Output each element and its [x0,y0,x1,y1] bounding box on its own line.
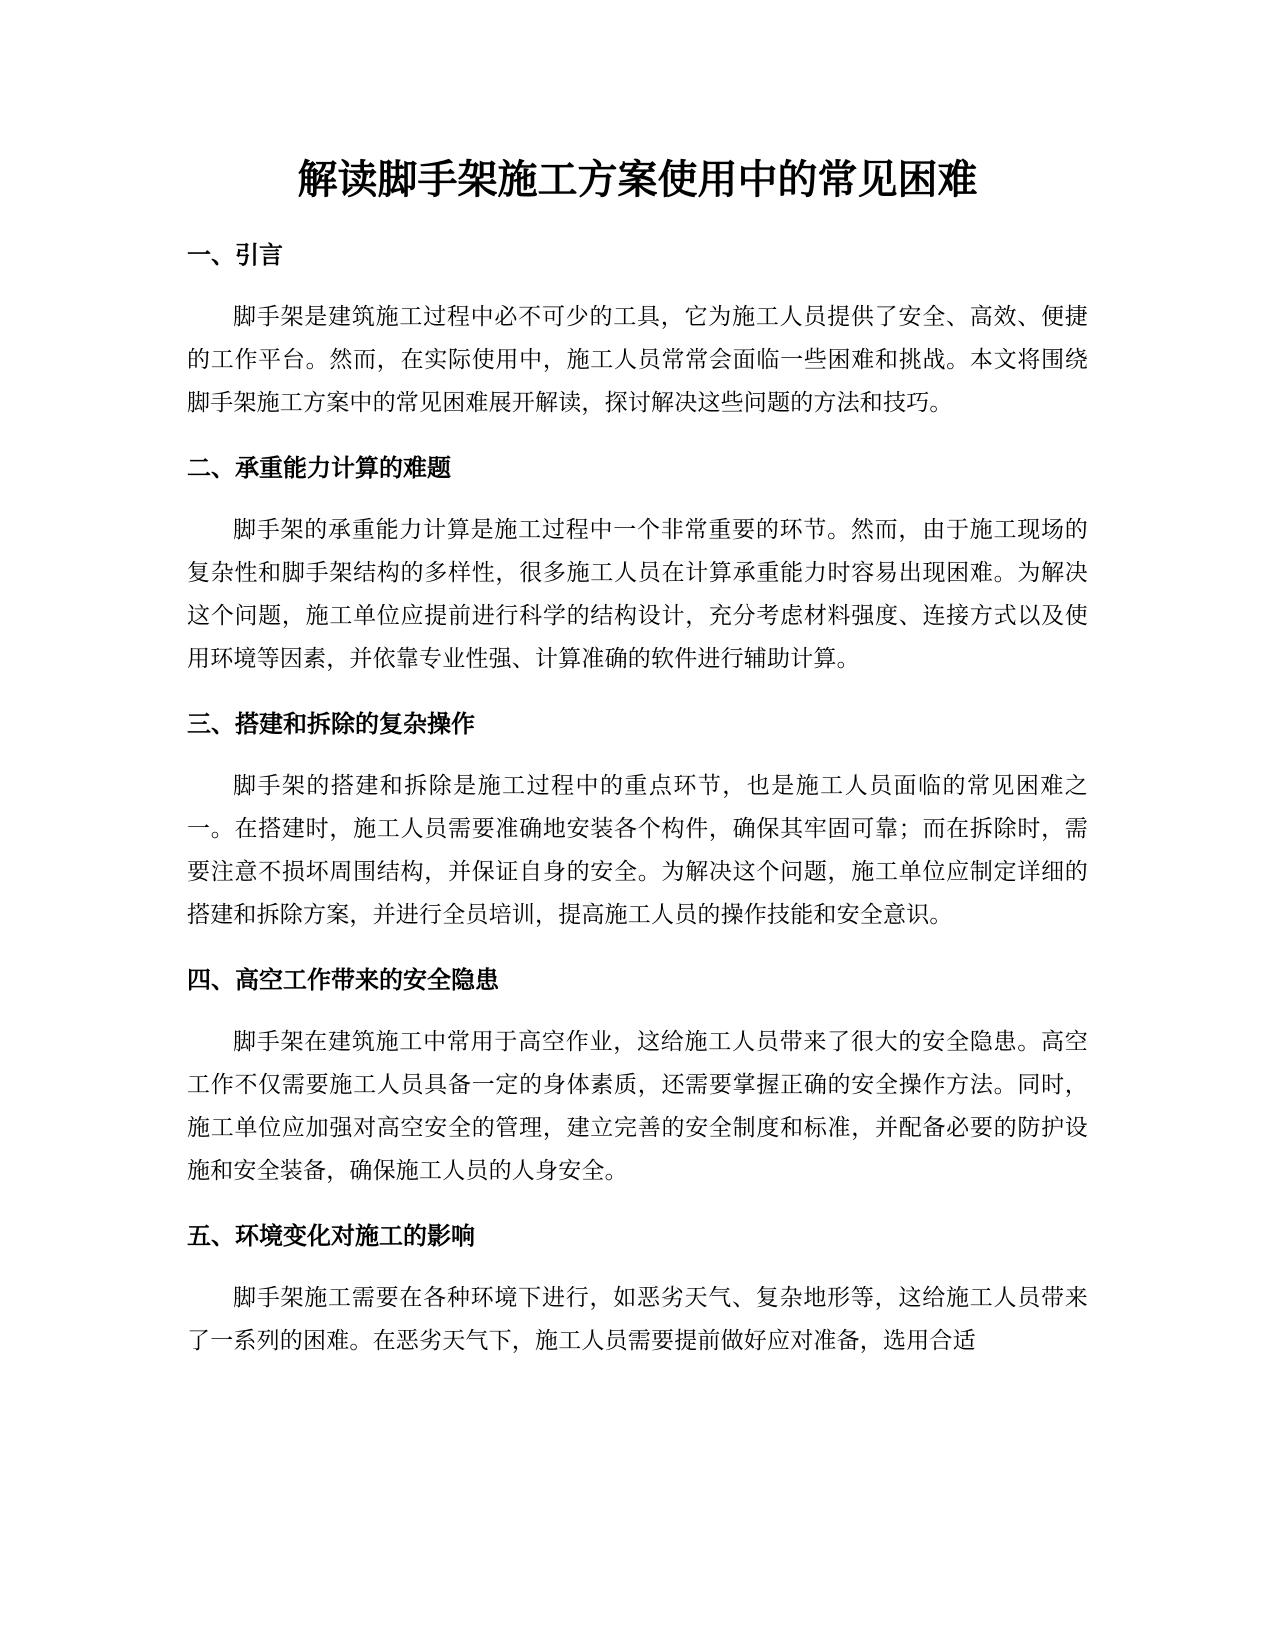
section-heading: 四、高空工作带来的安全隐患 [187,966,499,994]
section-heading: 二、承重能力计算的难题 [187,454,451,482]
section-paragraph: 脚手架的搭建和拆除是施工过程中的重点环节，也是施工人员面临的常见困难之一。在搭建时，施工人员需要准确地安装各个构件，确保其牢固可靠；而在拆除时，需要注意不损坏周围结构，并保证自身的安全。为解决这个问题，施工单位应制定详细的搭建和拆除方案，并进行全员培训，提高施工人员的操作技能和安全意识。 [187,773,1088,928]
section-paragraph: 脚手架施工需要在各种环境下进行，如恶劣天气、复杂地形等，这给施工人员带来了一系列的困难。在恶劣天气下，施工人员需要提前做好应对准备，选用合适 [187,1285,1088,1354]
section-load-capacity [187,451,1088,681]
section-paragraph: 脚手架在建筑施工中常用于高空作业，这给施工人员带来了很大的安全隐患。高空工作不仅需要施工人员具备一定的身体素质，还需要掌握正确的安全操作方法。同时，施工单位应加强对高空安全的管理，建立完善的安全制度和标准，并配备必要的防护设施和安全装备，确保施工人员的人身安全。 [187,1029,1088,1184]
section-high-altitude-safety [187,963,1088,1193]
section-paragraph: 脚手架是建筑施工过程中必不可少的工具，它为施工人员提供了安全、高效、便捷的工作平台。然而，在实际使用中，施工人员常常会面临一些困难和挑战。本文将围绕脚手架施工方案中的常见困难展开解读，探讨解决这些问题的方法和技巧。 [187,304,1088,416]
section-heading: 五、环境变化对施工的影响 [187,1222,475,1250]
section-heading: 一、引言 [187,241,283,269]
document-title: 解读脚手架施工方案使用中的常见困难 [297,157,978,203]
section-environment [187,1219,1088,1363]
section-paragraph: 脚手架的承重能力计算是施工过程中一个非常重要的环节。然而，由于施工现场的复杂性和脚手架结构的多样性，很多施工人员在计算承重能力时容易出现困难。为解决这个问题，施工单位应提前进行科学的结构设计，充分考虑材料强度、连接方式以及使用环境等因素，并依靠专业性强、计算准确的软件进行辅助计算。 [187,517,1088,672]
section-introduction [187,238,1088,425]
section-erection-dismantling [187,707,1088,937]
section-heading: 三、搭建和拆除的复杂操作 [187,710,475,738]
